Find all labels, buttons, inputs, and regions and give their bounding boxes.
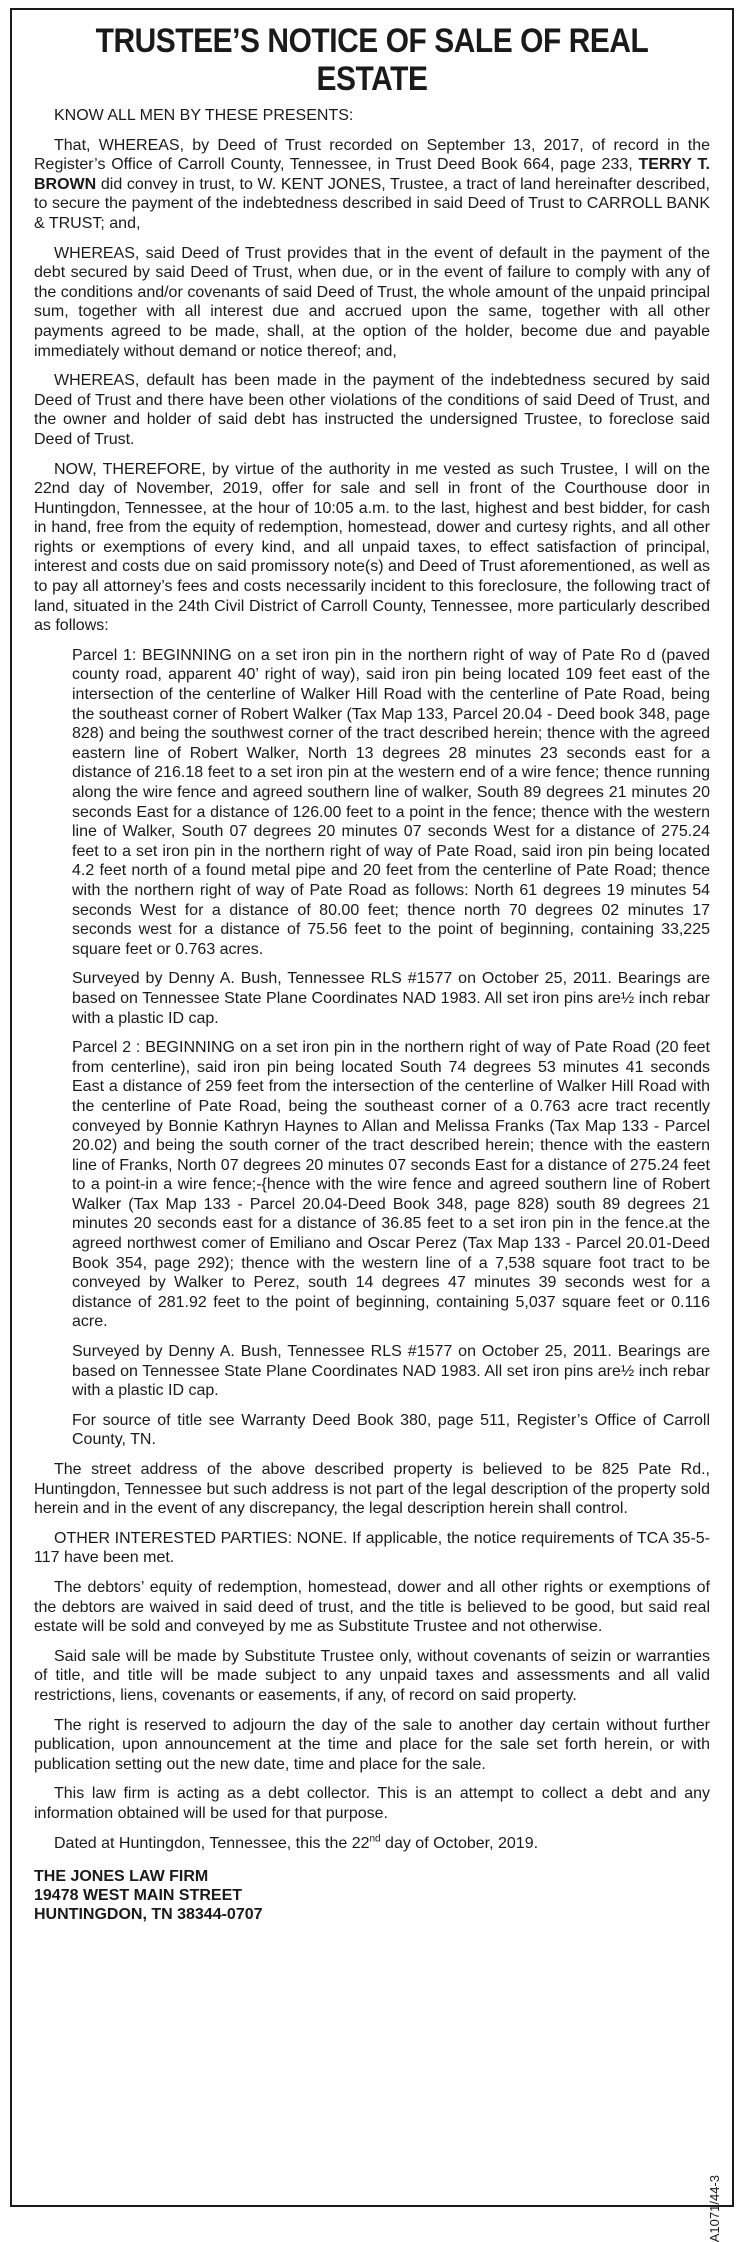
p1-text-a: That, WHEREAS, by Deed of Trust recorded on September 13, 2017, of record in the Register’s Office of Carroll County, Tennessee, in Trust Deed Book 664, page 233,: [34, 136, 710, 174]
parcel-2-description: Parcel 2 : BEGINNING on a set iron pin in the northern right of way of Pate Road (20 feet from centerline), said iron pin being located South 74 degrees 53 minutes 41 seconds East a distance of 259 feet from the intersection of the centerline of Walker Hill Road with the centerline of Pate Road, being the southeast corner of a 0.763 acre tract recently conveyed by Bonnie Kathryn Haynes to Allan and Melissa Franks (Tax Map 133 - Parcel 20.02) and being the south corner of the tract described herein; thence with the eastern line of Franks, North 07 degrees 20 minutes 07 seconds East for a distance of 275.24 feet to a point-in a wire fence;-{hence with the wire fence and agreed southern line of Robert Walker (Tax Map 133 - Parcel 20.04-Deed Book 348, page 828) south 89 degrees 21 minutes 20 seconds east for a distance of 36.85 feet to a set iron pin in the fence.at the agreed northwest comer of Emiliano and Oscar Perez (Tax Map 133 - Parcel 20.01-Deed Book 354, page 292); thence with the western line of a 7,538 square foot tract to be conveyed by Walker to Perez, south 14 degrees 47 minutes 39 seconds west for a distance of 281.92 feet to the point of beginning, containing 5,037 square feet or 0.116 acre.: [72, 1039, 710, 1331]
paragraph-adjourn-right: The right is reserved to adjourn the day of the sale to another day certain without further publication, upon announcement at the time and place for the sale set forth herein, or with publication setting out the new date, time and place for the sale.: [34, 1716, 710, 1773]
law-firm-signature: [34, 1867, 710, 1924]
paragraph-sale-conditions: Said sale will be made by Substitute Trustee only, without covenants of seizin or warranties of title, and title will be made subject to any unpaid taxes and assessments and all valid restrictions, liens, covenants or easements, if any, of record on said property.: [34, 1647, 710, 1704]
title-source: For source of title see Warranty Deed Book 380, page 511, Register’s Office of Carroll County, TN.: [72, 1411, 710, 1449]
notice-frame: [10, 8, 734, 2242]
paragraph-equity-waived: The debtors’ equity of redemption, homestead, dower and all other rights or exemptions of the debtors are waived in said deed of trust, and the title is believed to be good, but said real estate will be sold and conveyed by me as Substitute Trustee and not otherwise.: [34, 1578, 710, 1636]
firm-name: THE JONES LAW FIRM: [34, 1868, 209, 1886]
paragraph-sale-terms: NOW, THEREFORE, by virtue of the authority in me vested as such Trustee, I will on the 22nd day of November, 2019, offer for sale and sell in front of the Courthouse door in Huntingdon, Tennessee, at the hour of 10:05 a.m. to the last, highest and best bidder, for cash in hand, free from the equity of redemption, homestead, dower and curtesy rights, and all other rights or exemptions of every kind, and all unpaid taxes, to effect satisfaction of principal, interest and costs due on said promissory note(s) and Deed of Trust aforementioned, as well as to pay all attorney’s fees and costs necessarily incident to this foreclosure, the following tract of land, situated in the 24th Civil District of Carroll County, Tennessee, more particularly described as follows:: [34, 460, 710, 635]
paragraph-interested-parties: OTHER INTERESTED PARTIES: NONE. If applicable, the notice requirements of TCA 35-5-117 have been met.: [34, 1529, 710, 1567]
grantor-name: TERRY T. BROWN: [34, 156, 711, 193]
paragraph-default-made: WHEREAS, default has been made in the payment of the indebtedness secured by said Deed of Trust and there have been other violations of the conditions of said Deed of Trust, and the owner and holder of said debt has instructed the undersigned Trustee, to foreclose said Deed of Trust.: [34, 372, 710, 448]
p1-text-b: did convey in trust, to W. KENT JONES, Trustee, a tract of land hereinafter described, to secure the payment of the indebtedness described in said Deed of Trust to CARROLL BANK & TRUST; and,: [34, 175, 710, 232]
parcel-1-survey: Surveyed by Denny A. Bush, Tennessee RLS #1577 on October 25, 2011. Bearings are based on Tennessee State Plane Coordinates NAD 1983. All set iron pins are½ inch rebar with a plastic ID cap.: [72, 970, 710, 1027]
dated-line: [34, 1834, 710, 1854]
paragraph-default-provision: WHEREAS, said Deed of Trust provides that in the event of default in the payment of the debt secured by said Deed of Trust, when due, or in the event of failure to comply with any of the conditions and/or covenants of said Deed of Trust, the whole amount of the unpaid principal sum, together with all interest due and accrued upon the same, together with all other payments agreed to be made, shall, at the option of the holder, become due and payable immediately without demand or notice thereof; and,: [34, 244, 710, 360]
paragraph-deed-of-trust: [34, 136, 710, 234]
dated-text-b: day of October, 2019.: [380, 1834, 539, 1852]
paragraph-debt-collector: This law firm is acting as a debt collector. This is an attempt to collect a debt and any information obtained will be used for that purpose.: [34, 1785, 710, 1822]
firm-street: 19478 WEST MAIN STREET: [34, 1887, 243, 1905]
parcel-2-survey: Surveyed by Denny A. Bush, Tennessee RLS #1577 on October 25, 2011. Bearings are based on Tennessee State Plane Coordinates NAD 1983. All set iron pins are½ inch rebar with a plastic ID cap.: [72, 1343, 710, 1400]
firm-city: HUNTINGDON, TN 38344-0707: [34, 1906, 263, 1924]
ad-code: A1071/44-3: [707, 2175, 722, 2242]
dated-text-a: Dated at Huntingdon, Tennessee, this the 22: [54, 1834, 370, 1852]
paragraph-street-address: The street address of the above described property is believed to be 825 Pate Rd., Huntingdon, Tennessee but such address is not part of the legal description of the property sold herein and in the event of any discrepancy, the legal description herein shall control.: [34, 1461, 710, 1518]
notice-title: TRUSTEE’S NOTICE OF SALE OF REAL ESTATE: [95, 22, 649, 98]
parcel-1-description: Parcel 1: BEGINNING on a set iron pin in the northern right of way of Pate Ro d (paved county road, apparent 40’ right of way), said iron pin being located 109 feet east of the intersection of the centerline of Walker Hill Road with the centerline of Pate Road, being the southeast corner of Robert Walker (Tax Map 133, Parcel 20.04 - Deed book 348, page 828) and being the southwest corner of the tract described herein; thence with the agreed eastern line of Robert Walker, North 13 degrees 28 minutes 23 seconds east for a distance of 216.18 feet to a set iron pin at the western end of a wire fence; thence running along the wire fence and agreed southern line of walker, South 89 degrees 21 minutes 20 seconds East for a distance of 126.00 feet to a point in the fence; thence with the western line of Walker, South 07 degrees 20 minutes 07 seconds West for a distance of 275.24 feet to a set iron pin in the northern right of way of Pate Road, said iron pin being located 4.2 feet north of a found metal pipe and 20 feet from the centerline of Pate Road; thence with the northern right of way of Pate Road as follows: North 61 degrees 19 minutes 54 seconds West for a distance of 80.00 feet; thence north 70 degrees 02 minutes 17 seconds west for a distance of 75.56 feet to the point of beginning, containing 33,225 square feet or 0.763 acres.: [72, 646, 710, 958]
dated-ordinal: nd: [369, 1833, 381, 1845]
intro-line: KNOW ALL MEN BY THESE PRESENTS:: [54, 107, 354, 124]
